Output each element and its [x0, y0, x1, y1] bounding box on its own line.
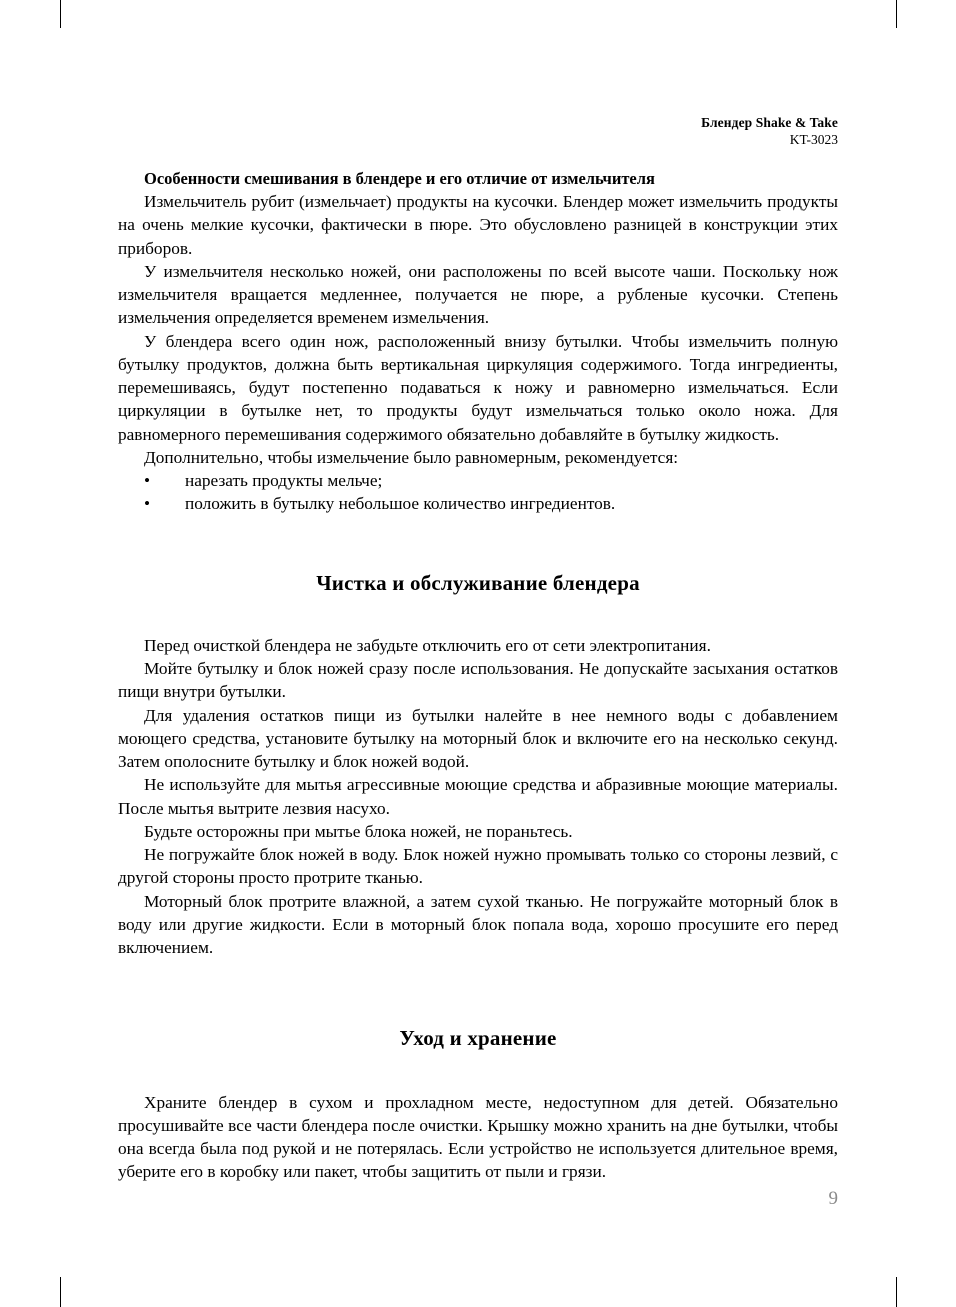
- bullet-marker-icon: •: [144, 494, 151, 514]
- crop-mark-top-right: [896, 0, 897, 28]
- paragraph-remove-food-residue: Для удаления остатков пищи из бутылки налейте в нее немного воды с добавлением моющего средства, установите бутылку на моторный блок и включите его на несколько секунд. Затем ополосните бутылку и блок ножей водой.: [118, 705, 838, 772]
- paragraph-chopper-vs-blender: Измельчитель рубит (измельчает) продукты на кусочки. Блендер может измельчить продукты на очень мелкие кусочки, фактически в пюре. Это обусловлено разницей в конструкции этих приборов.: [118, 192, 838, 258]
- paragraph-unplug-before-cleaning: Перед очисткой блендера не забудьте отключить его от сети электропитания.: [144, 635, 711, 655]
- list-item: [118, 492, 838, 515]
- crop-mark-bottom-left: [60, 1277, 61, 1307]
- subheading-mixing-features: Особенности смешивания в блендере и его отличие от измельчителя: [144, 169, 655, 188]
- list-item: [118, 469, 838, 492]
- list-item-label: положить в бутылку небольшое количество ингредиентов.: [185, 494, 616, 514]
- recommendations-list: [118, 469, 838, 516]
- section-heading-cleaning: Чистка и обслуживание блендера: [316, 570, 640, 595]
- page-number: 9: [828, 1188, 838, 1209]
- spacer: [118, 1053, 838, 1091]
- crop-mark-bottom-right: [896, 1277, 897, 1307]
- section-heading-storage: Уход и хранение: [399, 1026, 557, 1051]
- crop-mark-top-left: [60, 0, 61, 28]
- running-header: [701, 114, 838, 149]
- list-item-label: нарезать продукты мельче;: [185, 471, 383, 491]
- paragraph-storage-instructions: Храните блендер в сухом и прохладном месте, недоступном для детей. Обязательно просушивайте все части блендера после очистки. Крышку можно хранить на дне бутылки, чтобы она всегда была под рукой и не потерялась. Если устройство не используется длительное время, уберите его в коробку или пакет, чтобы защитить от пыли и грязи.: [118, 1092, 838, 1182]
- paragraph-blender-single-blade: У блендера всего один нож, расположенный внизу бутылки. Чтобы измельчить полную бутылку продуктов, должна быть вертикальная циркуляция содержимого. Тогда ингредиенты, перемешиваясь, будут постепенно подаваться к ножу и равномерно измельчаться. Если циркуляции в бутылке нет, то продукты будут измельчаться только около ножа. Для равномерного перемешивания содержимого обязательно добавляйте в бутылку жидкость.: [118, 331, 838, 444]
- paragraph-recommendations-lead: Дополнительно, чтобы измельчение было равномерным, рекомендуется:: [144, 447, 679, 467]
- paragraph-no-abrasives: Не используйте для мытья агрессивные моющие средства и абразивные моющие материалы. После мытья вытрите лезвия насухо.: [118, 775, 838, 818]
- spacer: [118, 959, 838, 1025]
- spacer: [118, 516, 838, 570]
- paragraph-motor-unit-care: Моторный блок протрите влажной, а затем сухой тканью. Не погружайте моторный блок в воду или другие жидкости. Если в моторный блок попала вода, хорошо просушите его перед включением.: [118, 891, 838, 958]
- running-header-model: KT-3023: [789, 132, 838, 148]
- paragraph-do-not-submerge-blades: Не погружайте блок ножей в воду. Блок ножей нужно промывать только со стороны лезвий, с другой стороны просто протрите тканью.: [118, 845, 838, 888]
- paragraph-wash-immediately: Мойте бутылку и блок ножей сразу после использования. Не допускайте засыхания остатков пищи внутри бутылки.: [118, 659, 838, 702]
- running-header-product-title: Блендер Shake & Take: [701, 115, 838, 130]
- paragraph-chopper-blades: У измельчителя несколько ножей, они расположены по всей высоте чаши. Поскольку нож измельчителя вращается медленнее, получается не пюре, а рубленые кусочки. Степень измельчения определяется временем измельчения.: [118, 261, 838, 328]
- spacer: [118, 597, 838, 634]
- bullet-marker-icon: •: [144, 471, 151, 491]
- paragraph-blade-caution: Будьте осторожны при мытье блока ножей, не пораньтесь.: [144, 821, 573, 841]
- main-text-column: [118, 168, 838, 1184]
